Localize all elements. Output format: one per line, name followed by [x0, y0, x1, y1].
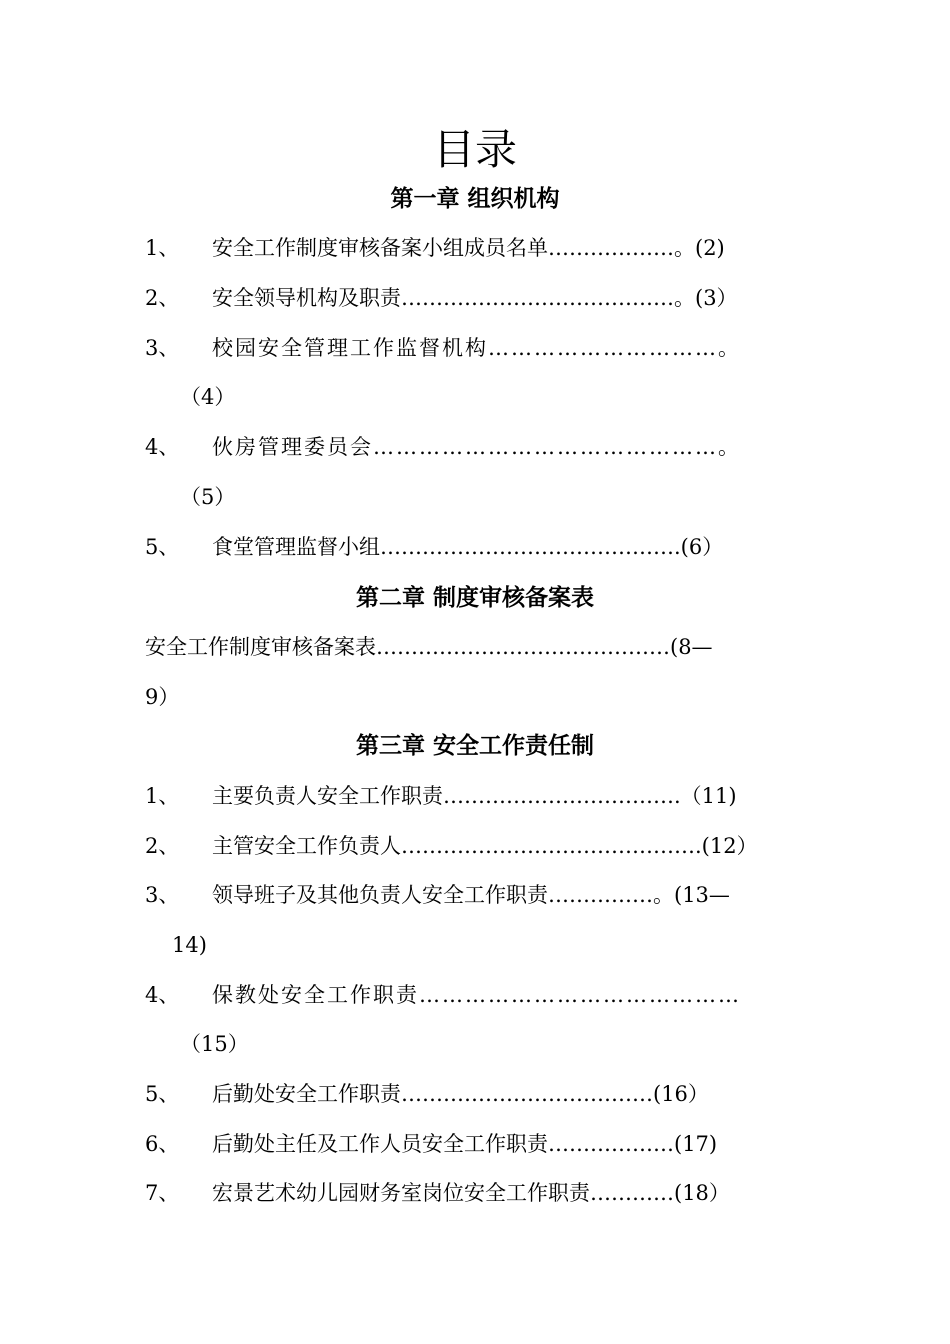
toc-entry	[145, 830, 810, 862]
chapter-1-heading: 第一章 组织机构	[390, 185, 560, 212]
toc-entry	[145, 431, 810, 463]
entry-text: 后勤处安全工作职责………………………………(16）	[212, 1082, 709, 1106]
entry-page-continuation: （15）	[180, 1032, 249, 1056]
entry-number: 6、	[145, 1132, 180, 1156]
entry-number: 3、	[145, 883, 180, 907]
toc-entry	[145, 879, 810, 911]
entry-text: 主管安全工作负责人…………………………………….(12）	[212, 834, 758, 858]
entry-page-continuation: 9）	[145, 685, 180, 709]
entry-text: 主要负责人安全工作职责…………………………….（11)	[212, 784, 737, 808]
document-title: 目录	[432, 125, 517, 174]
entry-text: 后勤处主任及工作人员安全工作职责………………(17)	[212, 1132, 718, 1156]
toc-entry	[145, 1177, 810, 1209]
toc-entry	[145, 631, 810, 663]
entry-text: 宏景艺术幼儿园财务室岗位安全工作职责…………(18）	[212, 1181, 730, 1205]
entry-number: 2、	[145, 834, 180, 858]
entry-text: 校园安全管理工作监督机构…………………………。	[212, 336, 741, 360]
entry-number: 5、	[145, 535, 180, 559]
toc-entry	[145, 332, 810, 364]
entry-number: 5、	[145, 1082, 180, 1106]
toc-entry	[145, 282, 810, 314]
entry-text: 伙房管理委员会………………………………………。	[212, 435, 741, 459]
entry-number: 2、	[145, 286, 180, 310]
toc-entry	[145, 1078, 810, 1110]
entry-page-continuation: 14)	[172, 933, 207, 957]
toc-entry	[145, 1128, 810, 1160]
entry-text: 领导班子及其他负责人安全工作职责……………。(13—	[212, 883, 730, 907]
entry-number: 1、	[145, 236, 180, 260]
chapter-3-heading: 第三章 安全工作责任制	[355, 732, 594, 759]
entry-text: 安全领导机构及职责…………………………………。(3）	[212, 286, 738, 310]
toc-entry	[145, 531, 810, 563]
toc-entry	[145, 232, 810, 264]
entry-text: 安全工作制度审核备案表……………………………………(8—	[145, 635, 713, 659]
entry-page-continuation: （5）	[180, 485, 236, 509]
entry-text: 保教处安全工作职责……………………………………	[212, 983, 741, 1007]
toc-entry	[145, 979, 810, 1011]
chapter-2-heading: 第二章 制度审核备案表	[355, 584, 594, 611]
toc-entry	[145, 780, 810, 812]
entry-text: 食堂管理监督小组…………………………………….(6）	[212, 535, 724, 559]
entry-number: 7、	[145, 1181, 180, 1205]
entry-number: 4、	[145, 435, 180, 459]
entry-number: 3、	[145, 336, 180, 360]
entry-page-continuation: （4）	[180, 385, 236, 409]
entry-text: 安全工作制度审核备案小组成员名单………………。(2)	[212, 236, 725, 260]
entry-number: 4、	[145, 983, 180, 1007]
entry-number: 1、	[145, 784, 180, 808]
